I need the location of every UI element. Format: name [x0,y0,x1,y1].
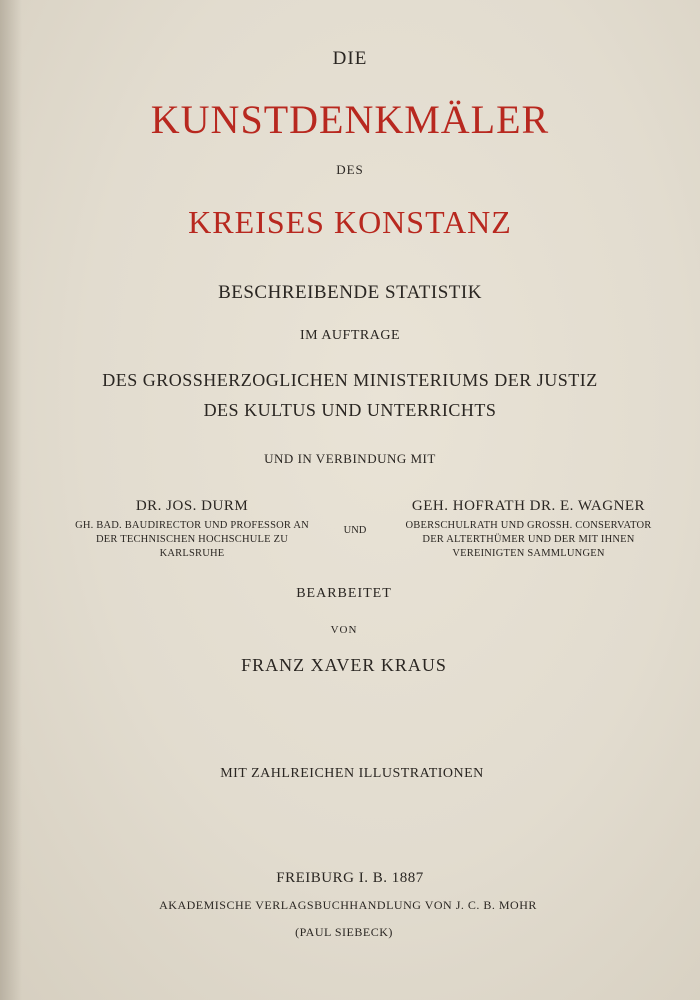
publisher-note: (PAUL SIEBECK) [295,925,393,939]
collaborator-right-desc-1: OBERSCHULRATH UND GROSSH. CONSERVATOR [405,520,652,531]
main-title: KUNSTDENKMÄLER [150,97,550,142]
collaborator-left-name: DR. JOS. DURM [135,498,249,514]
collaborator-left [32,498,352,561]
author-name: FRANZ XAVER KRAUS [241,655,447,675]
publisher: AKADEMISCHE VERLAGSBUCHHANDLUNG VON J. C. B. MOHR [159,898,537,912]
collaborator-left-desc-2: DER TECHNISCHEN HOCHSCHULE ZU [96,534,288,545]
bearbeitet: BEARBEITET [296,586,392,601]
title-des: DES [336,162,364,177]
collaborator-right [376,498,681,561]
collaborator-right-desc-2: DER ALTERTHÜMER UND DER MIT IHNEN [422,534,635,545]
subtitle: BESCHREIBENDE STATISTIK [218,282,482,303]
title-die: DIE [332,48,368,69]
collaborator-right-name: GEH. HOFRATH DR. E. WAGNER [411,498,646,514]
im-auftrage: IM AUFTRAGE [299,328,400,343]
illustrations-note: MIT ZAHLREICHEN ILLUSTRATIONEN [220,766,484,781]
collaborator-left-desc-1: GH. BAD. BAUDIRECTOR UND PROFESSOR AN [75,520,309,531]
collaborator-left-desc-3: KARLSRUHE [159,548,225,559]
collaborator-right-desc-3: VEREINIGTEN SAMMLUNGEN [452,548,605,559]
place-year: FREIBURG I. B. 1887 [276,870,424,886]
und-connector: UND [343,525,367,536]
in-verbindung: UND IN VERBINDUNG MIT [264,451,436,466]
ministry-line-1: DES GROSSHERZOGLICHEN MINISTERIUMS DER JUSTIZ [102,370,598,390]
ministry-line-2: DES KULTUS UND UNTERRICHTS [203,400,497,420]
region-title: KREISES KONSTANZ [188,204,512,240]
von: VON [330,624,358,636]
